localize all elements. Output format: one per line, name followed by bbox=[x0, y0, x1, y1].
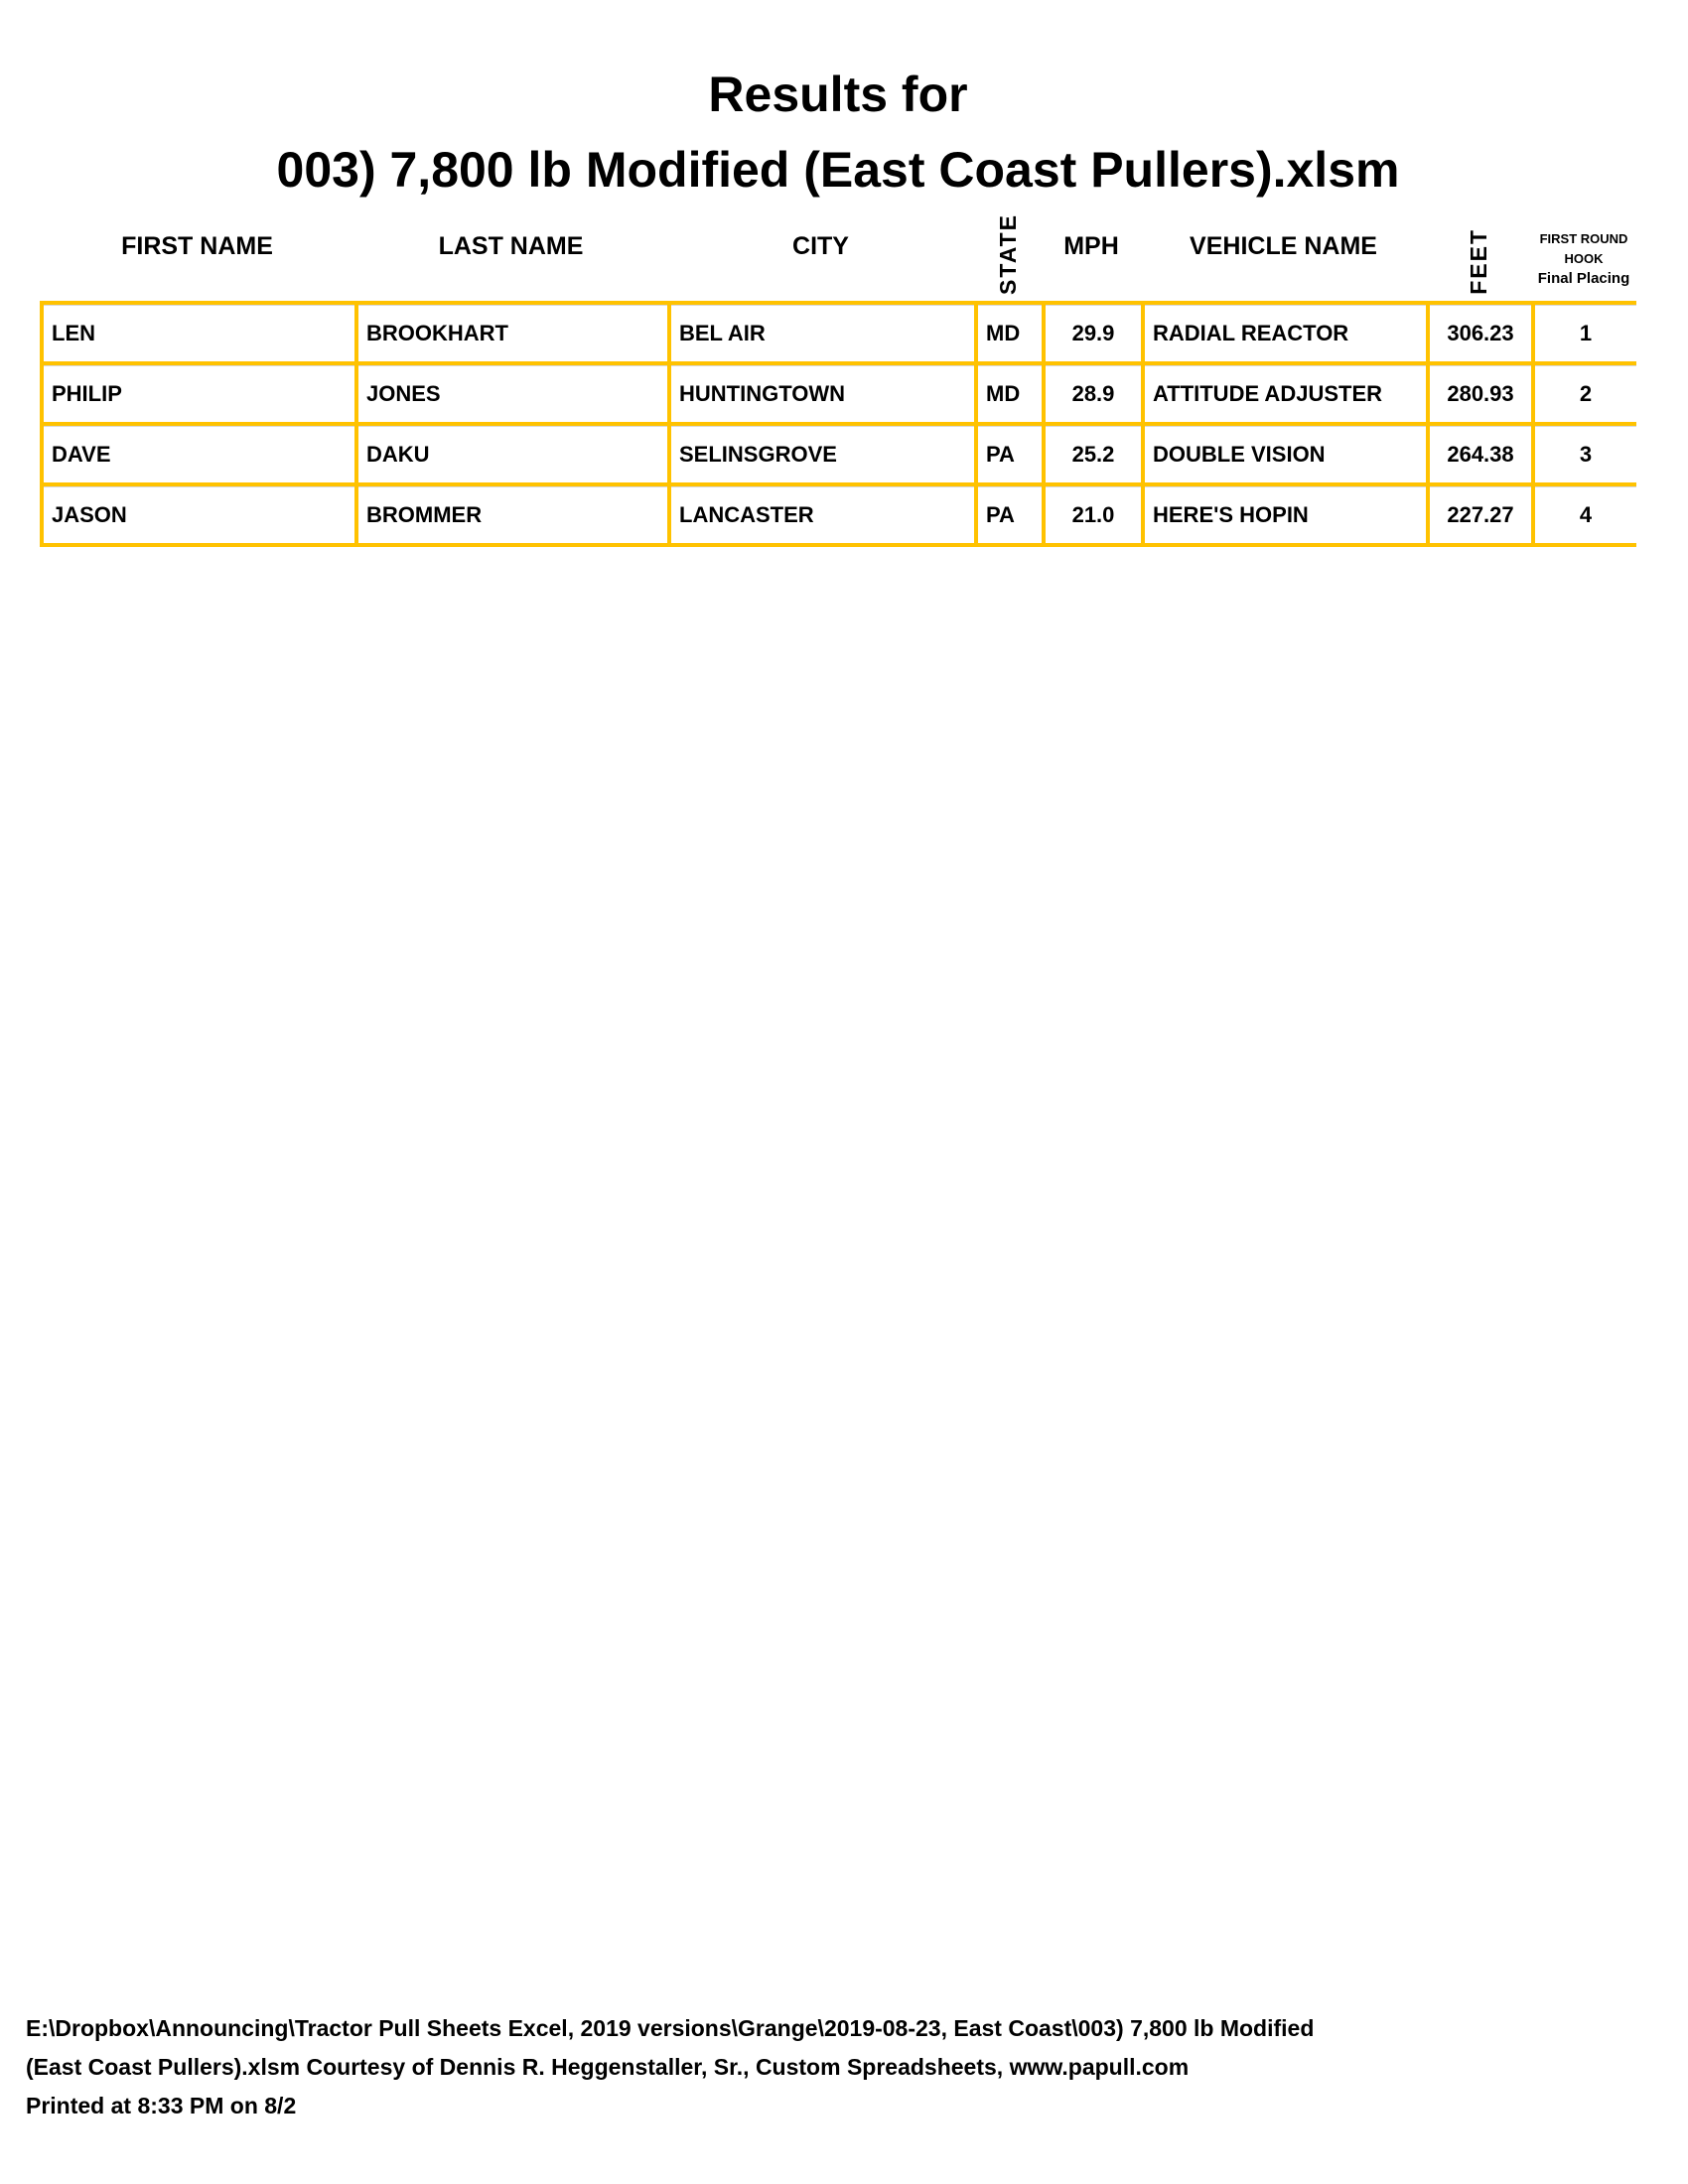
cell-feet: 280.93 bbox=[1426, 365, 1531, 422]
cell-city: BEL AIR bbox=[667, 305, 974, 361]
column-header-feet bbox=[1426, 194, 1531, 299]
cell-city: LANCASTER bbox=[667, 486, 974, 543]
column-header-city: CITY bbox=[792, 231, 849, 260]
cell-state: PA bbox=[974, 426, 1042, 482]
column-header-last-name: LAST NAME bbox=[438, 231, 584, 260]
footer-file-path-line2: (East Coast Pullers).xlsm Courtesy of Dennis R. Heggenstaller, Sr., Custom Spreadsheets, www.papull.com bbox=[26, 2054, 1190, 2080]
cell-mph: 25.2 bbox=[1042, 426, 1141, 482]
cell-first-name: LEN bbox=[40, 305, 354, 361]
cell-last-name: BROOKHART bbox=[354, 305, 667, 361]
cell-first-name: PHILIP bbox=[40, 365, 354, 422]
column-header-first-round-hook bbox=[1531, 194, 1636, 299]
column-header-vehicle-name: VEHICLE NAME bbox=[1190, 231, 1377, 260]
table-row bbox=[40, 305, 1636, 365]
cell-vehicle-name: HERE'S HOPIN bbox=[1141, 486, 1426, 543]
column-header-state bbox=[974, 194, 1042, 299]
cell-mph: 21.0 bbox=[1042, 486, 1141, 543]
cell-vehicle-name: DOUBLE VISION bbox=[1141, 426, 1426, 482]
cell-last-name: BROMMER bbox=[354, 486, 667, 543]
page-subtitle-filename: 003) 7,800 lb Modified (East Coast Pullers).xlsm bbox=[276, 142, 1400, 198]
cell-last-name: DAKU bbox=[354, 426, 667, 482]
column-header-mph: MPH bbox=[1063, 231, 1119, 260]
cell-vehicle-name: RADIAL REACTOR bbox=[1141, 305, 1426, 361]
cell-state: MD bbox=[974, 365, 1042, 422]
table-row bbox=[40, 426, 1636, 486]
cell-first-name: JASON bbox=[40, 486, 354, 543]
page-footer bbox=[26, 2009, 1674, 2125]
column-header-first-name: FIRST NAME bbox=[121, 231, 273, 260]
cell-final-placing: 3 bbox=[1531, 426, 1636, 482]
hook-header-line1: FIRST ROUND bbox=[1539, 231, 1628, 246]
cell-state: MD bbox=[974, 305, 1042, 361]
cell-feet: 264.38 bbox=[1426, 426, 1531, 482]
cell-final-placing: 2 bbox=[1531, 365, 1636, 422]
hook-header-line2: HOOK bbox=[1564, 251, 1604, 266]
cell-state: PA bbox=[974, 486, 1042, 543]
cell-last-name: JONES bbox=[354, 365, 667, 422]
cell-vehicle-name: ATTITUDE ADJUSTER bbox=[1141, 365, 1426, 422]
cell-feet: 227.27 bbox=[1426, 486, 1531, 543]
results-table bbox=[40, 301, 1636, 547]
cell-first-name: DAVE bbox=[40, 426, 354, 482]
cell-mph: 29.9 bbox=[1042, 305, 1141, 361]
table-row bbox=[40, 365, 1636, 426]
cell-feet: 306.23 bbox=[1426, 305, 1531, 361]
cell-final-placing: 4 bbox=[1531, 486, 1636, 543]
table-row bbox=[40, 486, 1636, 547]
table-header-row bbox=[40, 194, 1636, 299]
cell-city: SELINSGROVE bbox=[667, 426, 974, 482]
cell-final-placing: 1 bbox=[1531, 305, 1636, 361]
cell-city: HUNTINGTOWN bbox=[667, 365, 974, 422]
feet-vertical-label: FEET bbox=[1465, 228, 1491, 295]
hook-header-line3: Final Placing bbox=[1537, 270, 1630, 287]
footer-file-path-line1: E:\Dropbox\Announcing\Tractor Pull Sheets Excel, 2019 versions\Grange\2019-08-23, East Coast\003) 7,800 lb Modified bbox=[26, 2015, 1315, 2041]
state-vertical-label: STATE bbox=[994, 213, 1021, 295]
page-title: Results for bbox=[708, 67, 968, 122]
footer-printed-at: Printed at 8:33 PM on 8/2 bbox=[26, 2093, 297, 2118]
cell-mph: 28.9 bbox=[1042, 365, 1141, 422]
